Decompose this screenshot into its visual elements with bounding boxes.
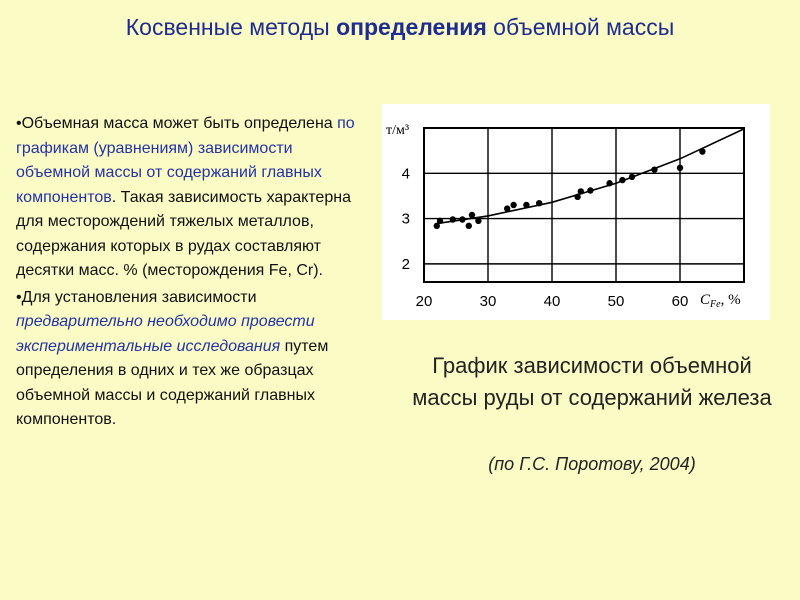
- x-tick-labels: [416, 293, 689, 310]
- data-point: [510, 202, 516, 208]
- data-point: [629, 174, 635, 180]
- data-point: [475, 218, 481, 224]
- data-point: [574, 194, 580, 200]
- body-text: [16, 112, 366, 435]
- y-tick-label: 3: [401, 210, 410, 228]
- slide-title: [0, 14, 800, 41]
- data-point: [523, 202, 529, 208]
- title-part-3: объемной массы: [486, 14, 675, 40]
- data-point: [466, 223, 472, 229]
- data-point: [450, 216, 456, 222]
- x-tick-label: 40: [543, 293, 561, 310]
- x-tick-label: 60: [671, 293, 689, 310]
- chart-caption: График зависимости объемной массы руды от содержаний железа: [412, 353, 772, 410]
- data-point: [578, 188, 584, 194]
- x-tick-label: 50: [607, 293, 625, 310]
- data-point: [587, 187, 593, 193]
- density-chart: [382, 104, 770, 320]
- data-point: [699, 148, 705, 154]
- bullet-2-text-a: Для установления зависимости: [21, 288, 257, 306]
- data-point: [606, 180, 612, 186]
- data-point: [437, 218, 443, 224]
- title-part-2: определения: [336, 14, 487, 40]
- bullet-1-highlight: по графикам (уравнениям) зависимости объемной массы от содержаний главных компонентов: [16, 115, 355, 206]
- trend-line-group: [437, 129, 744, 224]
- data-point: [536, 200, 542, 206]
- data-point: [651, 166, 657, 172]
- bullet-1-text-b: . Такая зависимость характерна для месторождений тяжелых металлов, содержания которых в рудах составляют десятки масс. % (месторождения Fe, Cr).: [16, 188, 351, 279]
- data-point: [504, 205, 510, 211]
- y-tick-labels: [402, 165, 410, 273]
- y-tick-label: 2: [401, 255, 410, 273]
- data-point: [459, 216, 465, 222]
- chart-svg: [382, 104, 770, 320]
- bullet-marker: •: [16, 288, 22, 306]
- data-point: [619, 177, 625, 183]
- trend-line: [437, 129, 744, 224]
- bullet-2: [16, 286, 366, 433]
- x-axis-label: $C_{Fe}$, %: [700, 292, 741, 310]
- x-tick-label: 20: [415, 293, 433, 310]
- bullet-2-text-b: путем определения в одних и тех же образцах объемной массы и содержаний главных компонентов.: [16, 337, 329, 428]
- bullet-2-highlight: предварительно необходимо провести экспериментальные исследования: [16, 313, 315, 355]
- bullet-1-text-a: Объемная масса может быть определена: [21, 115, 338, 132]
- x-tick-label: 30: [479, 293, 497, 310]
- y-axis-label: т/м³: [386, 123, 410, 138]
- bullet-1: [16, 112, 366, 284]
- data-points-group: [434, 148, 706, 229]
- data-point: [677, 165, 683, 171]
- bullet-marker: •: [16, 115, 22, 132]
- title-part-1: Косвенные методы: [125, 14, 337, 40]
- data-point: [469, 212, 475, 218]
- chart-source: (по Г.С. Поротову, 2004): [488, 454, 696, 474]
- y-tick-label: 4: [401, 165, 410, 183]
